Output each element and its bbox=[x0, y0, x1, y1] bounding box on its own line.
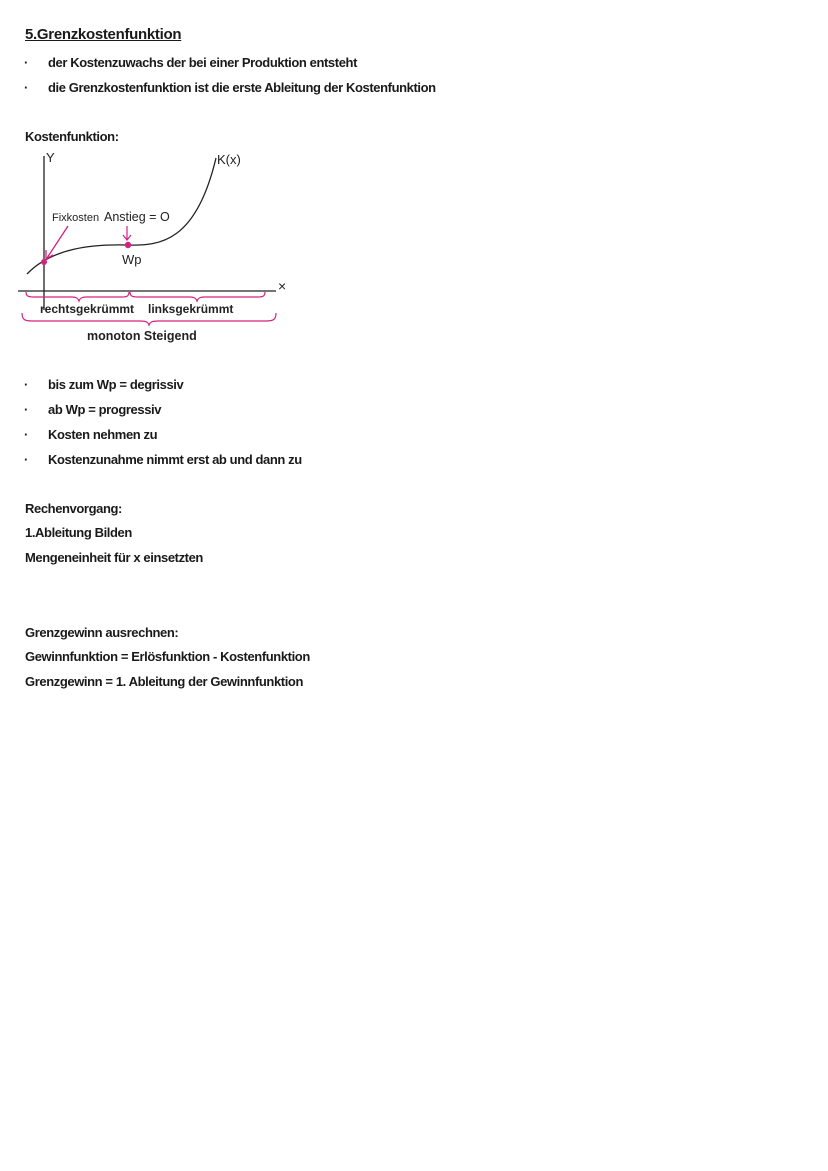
bullet-dot: · bbox=[24, 402, 29, 417]
intro-bullet-1: der Kostenzuwachs der bei einer Produktion entsteht bbox=[48, 55, 357, 70]
grenzgewinn-heading: Grenzgewinn ausrechnen: bbox=[25, 625, 179, 640]
grenzgewinn-line-2: Grenzgewinn = 1. Ableitung der Gewinnfunktion bbox=[25, 674, 304, 689]
property-bullet-1: bis zum Wp = degrissiv bbox=[48, 377, 184, 392]
kostenfunktion-heading: Kostenfunktion: bbox=[25, 129, 119, 144]
rechtsgekruemmt-label: rechtsgekrümmt bbox=[40, 302, 135, 316]
fixkosten-point bbox=[41, 259, 47, 265]
property-bullet-3: Kosten nehmen zu bbox=[48, 427, 158, 442]
page-title: 5.Grenzkostenfunktion bbox=[25, 26, 182, 43]
links-brace bbox=[130, 292, 265, 301]
intro-bullet-2: die Grenzkostenfunktion ist die erste Ableitung der Kostenfunktion bbox=[48, 80, 436, 95]
bullet-dot: · bbox=[24, 427, 29, 442]
wp-label: Wp bbox=[122, 252, 142, 267]
bullet-dot: · bbox=[24, 80, 29, 95]
rechenvorgang-heading: Rechenvorgang: bbox=[25, 501, 122, 516]
curve-label: K(x) bbox=[217, 152, 241, 167]
property-bullet-4: Kostenzunahme nimmt erst ab und dann zu bbox=[48, 452, 302, 467]
fixkosten-label: Fixkosten bbox=[52, 212, 100, 224]
bullet-dot: · bbox=[24, 55, 29, 70]
kostenfunktion-sketch bbox=[0, 140, 300, 350]
y-axis-label: Y bbox=[46, 150, 55, 165]
bullet-dot: · bbox=[24, 452, 29, 467]
anstieg-label: Anstieg = O bbox=[104, 210, 170, 224]
fixkosten-arrow bbox=[47, 226, 68, 258]
property-bullet-2: ab Wp = progressiv bbox=[48, 402, 162, 417]
rechenvorgang-step-1: 1.Ableitung Bilden bbox=[25, 525, 132, 540]
monoton-label: monoton Steigend bbox=[87, 329, 197, 343]
wendepunkt-point bbox=[125, 242, 131, 248]
bullet-dot: · bbox=[24, 377, 29, 392]
linksgekruemmt-label: linksgekrümmt bbox=[148, 302, 234, 316]
grenzgewinn-line-1: Gewinnfunktion = Erlösfunktion - Kostenfunktion bbox=[25, 649, 310, 664]
x-axis-label: × bbox=[278, 278, 287, 294]
rechenvorgang-step-2: Mengeneinheit für x einsetzten bbox=[25, 550, 203, 565]
rechts-brace bbox=[26, 292, 129, 301]
